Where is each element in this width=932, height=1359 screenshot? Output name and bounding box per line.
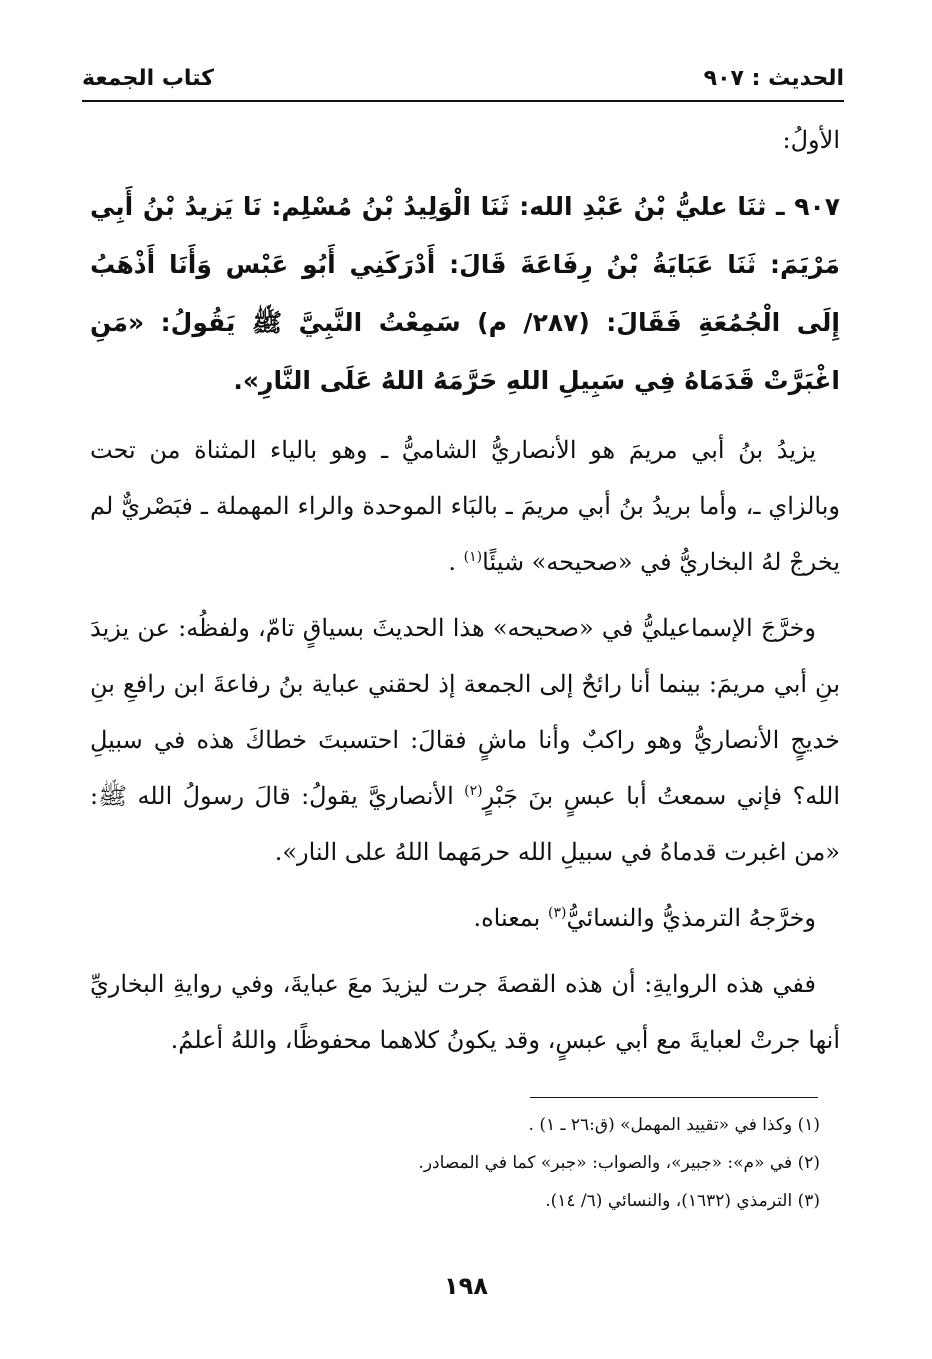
footnotes — [90, 1106, 820, 1220]
running-header — [82, 58, 844, 98]
section-intro: الأولُ: — [782, 126, 840, 154]
commentary-paragraph-3 — [90, 890, 840, 946]
header-divider — [82, 100, 844, 102]
footnote-divider — [530, 1097, 818, 1098]
paragraph-text: وخرَّجهُ الترمذيُّ والنسائيُّ — [566, 904, 816, 932]
header-book-title: كتاب الجمعة — [82, 65, 214, 91]
hadith-text: ٩٠٧ ـ ثنَا عليُّ بْنُ عَبْدِ الله: ثَنَا الْوَلِيدُ بْنُ مُسْلِم: نَا يَزيدُ بْنُ أَبِي مَرْيَمَ: ثَنَا عَبَايَةُ بْنُ رِفَاعَةَ قَالَ: أَدْرَكَنِي أَبُو عَبْس وَأَنَا أَذْهَبُ إِلَى الْجُمُعَةِ فَقَالَ: (٢٨٧/ م) سَمِعْتُ النَّبِيَّ ﷺ يَقُولُ: «مَنِ اغْبَرَّتْ قَدَمَاهُ فِي سَبِيلِ اللهِ حَرَّمَهُ اللهُ عَلَى النَّارِ». — [90, 192, 840, 395]
footnote-3: (٣) الترمذي (١٦٣٢)، والنسائي (٦/ ١٤). — [545, 1191, 820, 1211]
header-hadith-number: الحديث : ٩٠٧ — [703, 65, 844, 91]
paragraph-text: وخرَّجَ الإسماعيليُّ في «صحيحه» هذا الحديثَ بسياقٍ تامّ، ولفظُه: عن يزيدَ بنِ أبي مريمَ: بينما أنا رائحٌ إلى الجمعة إذ لحقني عباية بنُ رفاعةَ ابن رافعِ بنِ خديجٍ الأنصاريُّ وهو راكبٌ وأنا ماشٍ فقالَ: احتسبتَ خطاكَ هذه في سبيلِ الله؟ فإني سمعتُ أبا عبسٍ بنَ جَبْرٍ — [90, 614, 840, 810]
footnote-ref-3: (٣) — [547, 905, 567, 921]
commentary-paragraph-2 — [90, 600, 840, 880]
footnote-ref-1: (١) — [463, 549, 483, 565]
page-number: ١٩٨ — [444, 1272, 488, 1300]
footnote-2: (٢) في «م»: «جبير»، والصواب: «جبر» كما في المصادر. — [418, 1153, 820, 1173]
paragraph-text-end: الأنصاريَّ يقولُ: قالَ رسولُ الله ﷺ: «من اغبرت قدماهُ في سبيلِ الله حرمَهما اللهُ على النار». — [90, 782, 840, 866]
paragraph-text: يزيدُ بنُ أبي مريمَ هو الأنصاريُّ الشاميُّ ـ وهو بالياء المثناة من تحت وبالزاي ـ، وأما بريدُ بنُ أبي مريمَ ـ بالبَاء الموحدة والراء المهملة ـ فبَصْريٌّ لم يخرجْ لهُ البخاريُّ في «صحيحه» شيئًا — [90, 436, 840, 576]
commentary-paragraph-1 — [90, 422, 840, 590]
main-text — [90, 112, 840, 1078]
paragraph-text-end: . — [448, 548, 464, 576]
footnote-ref-2: (٢) — [464, 783, 483, 799]
footnote-1: (١) وكذا في «تقييد المهمل» (ق:٢٦ ـ ١) . — [528, 1115, 820, 1135]
paragraph-text-end: بمعناه. — [473, 904, 548, 932]
commentary-paragraph-4: ففي هذه الروايةِ: أن هذه القصةَ جرت ليزيدَ معَ عبايةَ، وفي روايةِ البخاريِّ أنها جرتْ لعبايةَ مع أبي عبسٍ، وقد يكونُ كلاهما محفوظًا، واللهُ أعلمُ. — [90, 970, 840, 1054]
